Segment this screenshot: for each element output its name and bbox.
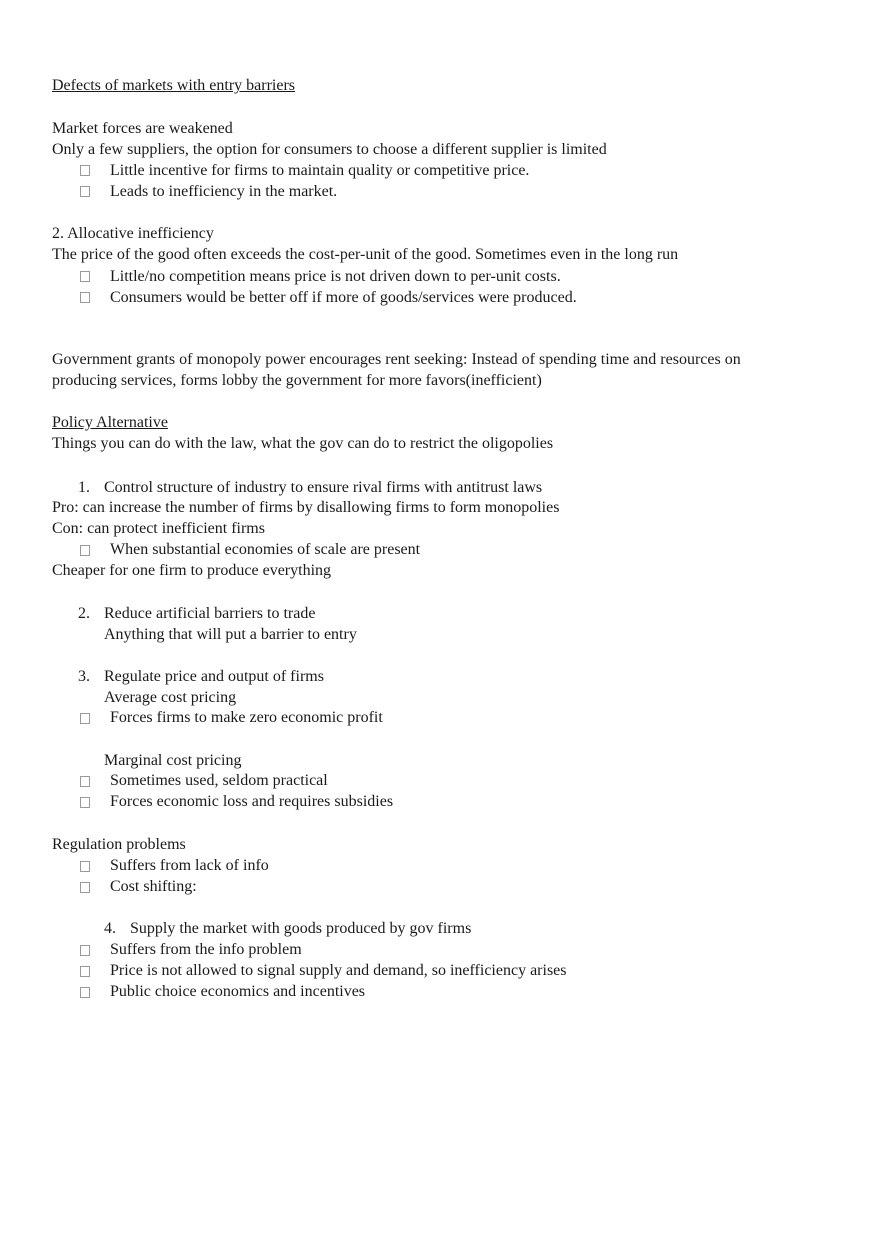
bullet-box-icon xyxy=(80,713,90,724)
item-1-bullet: When substantial economies of scale are present xyxy=(110,541,421,558)
item-3-marg-bullet-1: Sometimes used, seldom practical xyxy=(110,772,328,789)
allocative-line: The price of the good often exceeds the cost-per-unit of the good. Sometimes even in the long run xyxy=(52,246,679,263)
regulation-bullet-1: Suffers from lack of info xyxy=(110,857,269,874)
bullet-box-icon xyxy=(80,545,90,556)
policy-heading: Policy Alternative xyxy=(52,414,168,431)
bullet-box-icon xyxy=(80,292,90,303)
item-3-marg-bullet-2: Forces economic loss and requires subsidies xyxy=(110,793,394,810)
allocative-bullet-2: Consumers would be better off if more of goods/services were produced. xyxy=(110,289,577,306)
allocative-title: 2. Allocative inefficiency xyxy=(52,225,214,242)
bullet-box-icon xyxy=(80,165,90,176)
bullet-box-icon xyxy=(80,271,90,282)
market-forces-title: Market forces are weakened xyxy=(52,120,233,137)
bullet-box-icon xyxy=(80,861,90,872)
item-3-number: 3. xyxy=(78,668,90,685)
bullet-box-icon xyxy=(80,987,90,998)
market-forces-bullet-1: Little incentive for firms to maintain quality or competitive price. xyxy=(110,162,530,179)
item-1-number: 1. xyxy=(78,479,90,496)
bullet-box-icon xyxy=(80,945,90,956)
rent-seeking-line-2: producing services, forms lobby the government for more favors(inefficient) xyxy=(52,372,542,389)
rent-seeking-line-1: Government grants of monopoly power encourages rent seeking: Instead of spending time and resources on xyxy=(52,351,741,368)
item-3-title: Regulate price and output of firms xyxy=(104,668,324,685)
section-heading-defects: Defects of markets with entry barriers xyxy=(52,77,296,94)
item-1-title: Control structure of industry to ensure rival firms with antitrust laws xyxy=(104,479,543,496)
regulation-title: Regulation problems xyxy=(52,836,186,853)
item-3-marg-label: Marginal cost pricing xyxy=(104,752,242,769)
item-4-bullet-1: Suffers from the info problem xyxy=(110,941,302,958)
policy-line: Things you can do with the law, what the gov can do to restrict the oligopolies xyxy=(52,435,554,452)
market-forces-line: Only a few suppliers, the option for consumers to choose a different supplier is limited xyxy=(52,141,607,158)
item-4-title: Supply the market with goods produced by gov firms xyxy=(130,920,472,937)
item-2-title: Reduce artificial barriers to trade xyxy=(104,605,316,622)
item-1-pro: Pro: can increase the number of firms by disallowing firms to form monopolies xyxy=(52,499,560,516)
item-2-sub: Anything that will put a barrier to entry xyxy=(104,626,357,643)
bullet-box-icon xyxy=(80,882,90,893)
item-1-con: Con: can protect inefficient firms xyxy=(52,520,265,537)
bullet-box-icon xyxy=(80,966,90,977)
item-3-avg-bullet: Forces firms to make zero economic profit xyxy=(110,709,383,726)
allocative-bullet-1: Little/no competition means price is not driven down to per-unit costs. xyxy=(110,268,561,285)
item-3-avg-label: Average cost pricing xyxy=(104,689,237,706)
item-1-after: Cheaper for one firm to produce everything xyxy=(52,562,332,579)
item-4-number: 4. xyxy=(104,920,116,937)
market-forces-bullet-2: Leads to inefficiency in the market. xyxy=(110,183,338,200)
bullet-box-icon xyxy=(80,797,90,808)
item-2-number: 2. xyxy=(78,605,90,622)
item-4-bullet-3: Public choice economics and incentives xyxy=(110,983,366,1000)
bullet-box-icon xyxy=(80,776,90,787)
regulation-bullet-2: Cost shifting: xyxy=(110,878,197,895)
bullet-box-icon xyxy=(80,186,90,197)
item-4-bullet-2: Price is not allowed to signal supply and demand, so inefficiency arises xyxy=(110,962,567,979)
